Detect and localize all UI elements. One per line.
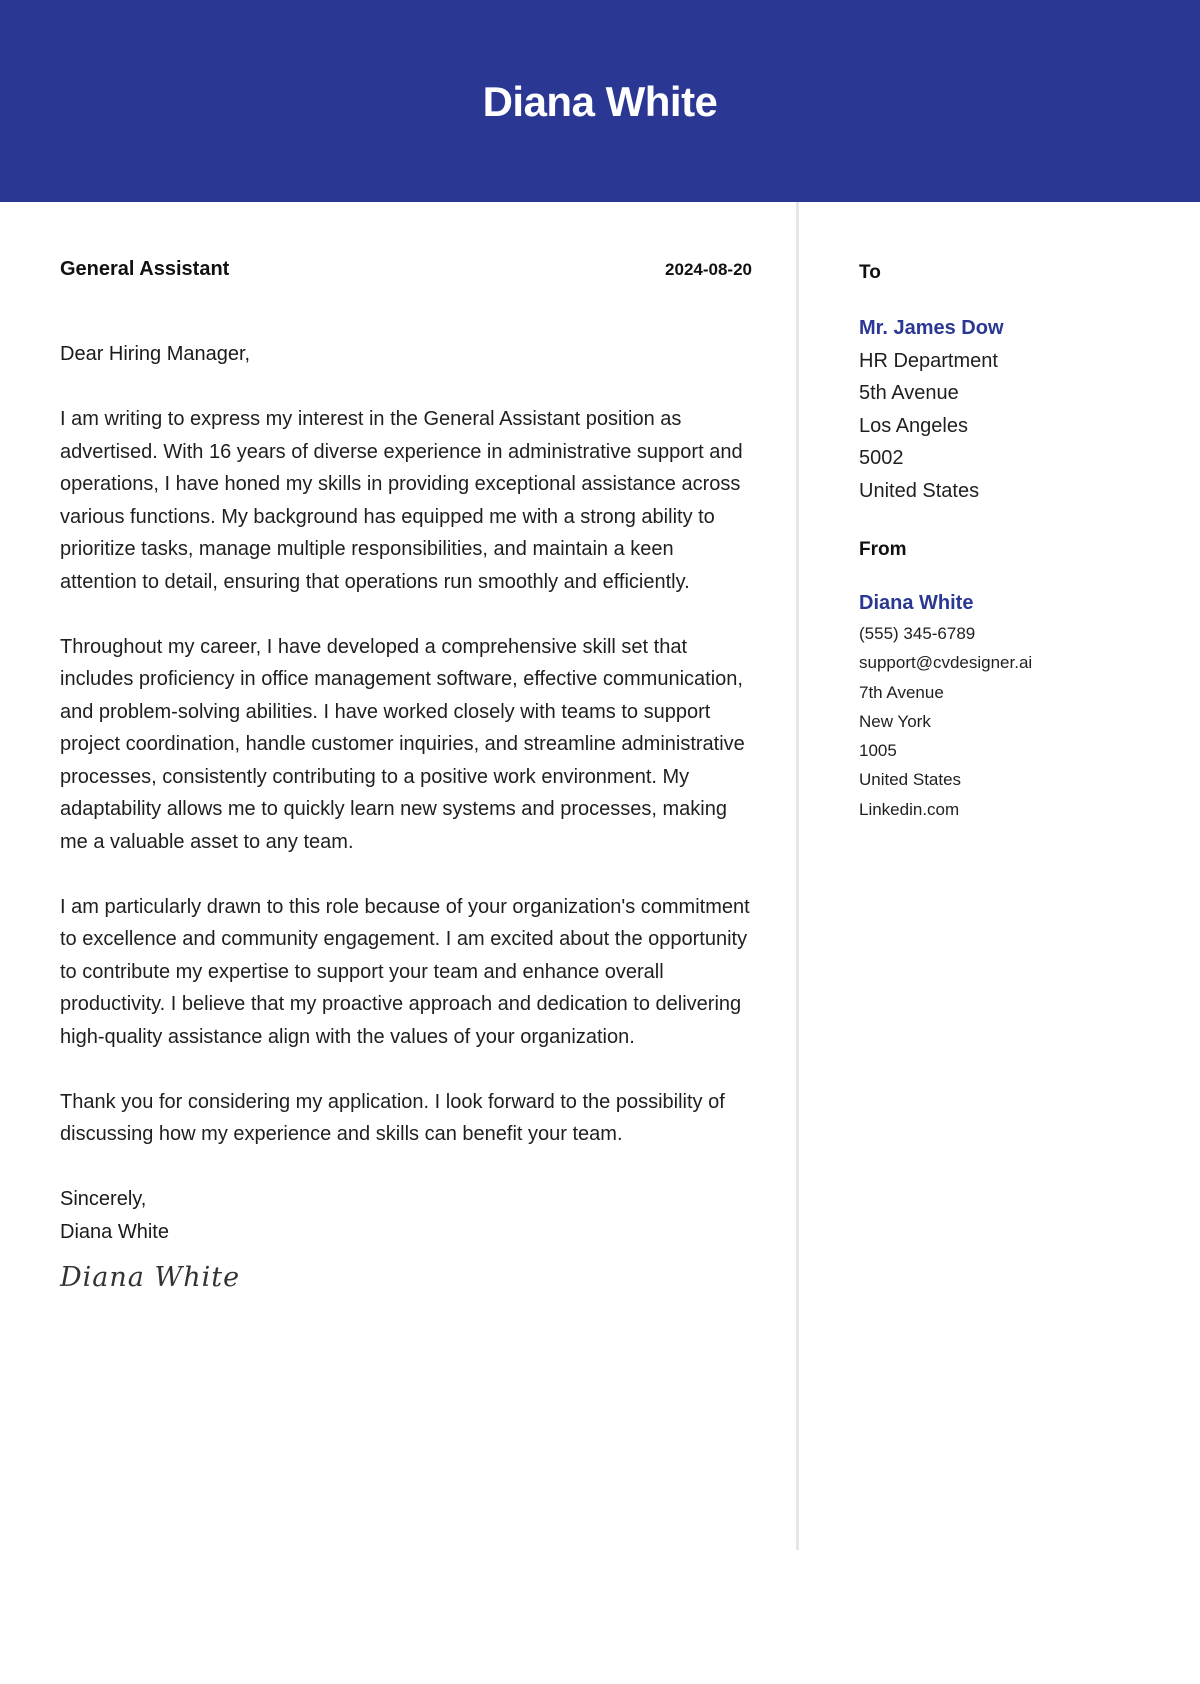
- letter-body: [60, 258, 752, 1293]
- column-divider: [796, 202, 799, 1550]
- sender-name: Diana White: [859, 592, 974, 614]
- sender-city: New York: [859, 711, 931, 731]
- recipient-line: 5th Avenue: [859, 382, 959, 404]
- recipient-name: Mr. James Dow: [859, 317, 1004, 339]
- address-sidebar: [859, 262, 1159, 824]
- closing-block: [60, 1183, 752, 1248]
- sender-phone: (555) 345-6789: [859, 624, 976, 643]
- closing-phrase: Sincerely,: [60, 1188, 147, 1210]
- greeting: Dear Hiring Manager,: [60, 343, 251, 365]
- job-title: General Assistant: [60, 258, 230, 280]
- recipient-line: HR Department: [859, 349, 998, 372]
- signature: Diana White: [60, 1262, 241, 1293]
- sender-zip: 1005: [859, 741, 897, 761]
- sender-street: 7th Avenue: [859, 682, 944, 702]
- from-heading: From: [859, 539, 907, 560]
- to-heading: To: [859, 262, 881, 283]
- sender-website: Linkedin.com: [859, 799, 960, 819]
- paragraph-1: I am writing to express my interest in the General Assistant position as advertised. With 16 years of diverse experience in administrative support and operations, I have honed my skills in providing exceptional assistance across various functions. My background has equipped me with a strong ability to prioritize tasks, manage multiple responsibilities, and maintain a keen attention to detail, ensuring that operations run smoothly and efficiently.: [60, 408, 743, 593]
- applicant-name-title: Diana White: [482, 78, 718, 125]
- paragraph-4: Thank you for considering my application. I look forward to the possibility of discussing how my experience and skills can benefit your team.: [60, 1090, 725, 1145]
- sender-email: support@cvdesigner.ai: [859, 653, 1033, 673]
- recipient-line: Los Angeles: [859, 414, 968, 437]
- recipient-line: United States: [859, 479, 980, 502]
- closing-name: Diana White: [60, 1220, 169, 1243]
- paragraph-2: Throughout my career, I have developed a comprehensive skill set that includes proficiency in office management software, effective communication, and problem-solving abilities. I have worked closely with teams to support project coordination, handle customer inquiries, and streamline administrative processes, consistently contributing to a positive work environment. My adaptability allows me to quickly learn new systems and processes, making me a valuable asset to any team.: [60, 635, 745, 853]
- recipient-line: 5002: [859, 447, 904, 469]
- role-date-row: [60, 258, 752, 298]
- paragraph-3: I am particularly drawn to this role because of your organization's commitment to excellence and community engagement. I am excited about the opportunity to contribute my expertise to support your team and enhance overall productivity. I believe that my proactive approach and dedication to delivering high-quality assistance align with the values of your organization.: [60, 895, 750, 1048]
- sender-country: United States: [859, 770, 962, 790]
- letter-date: 2024-08-20: [665, 260, 752, 279]
- page-header: [0, 0, 1200, 202]
